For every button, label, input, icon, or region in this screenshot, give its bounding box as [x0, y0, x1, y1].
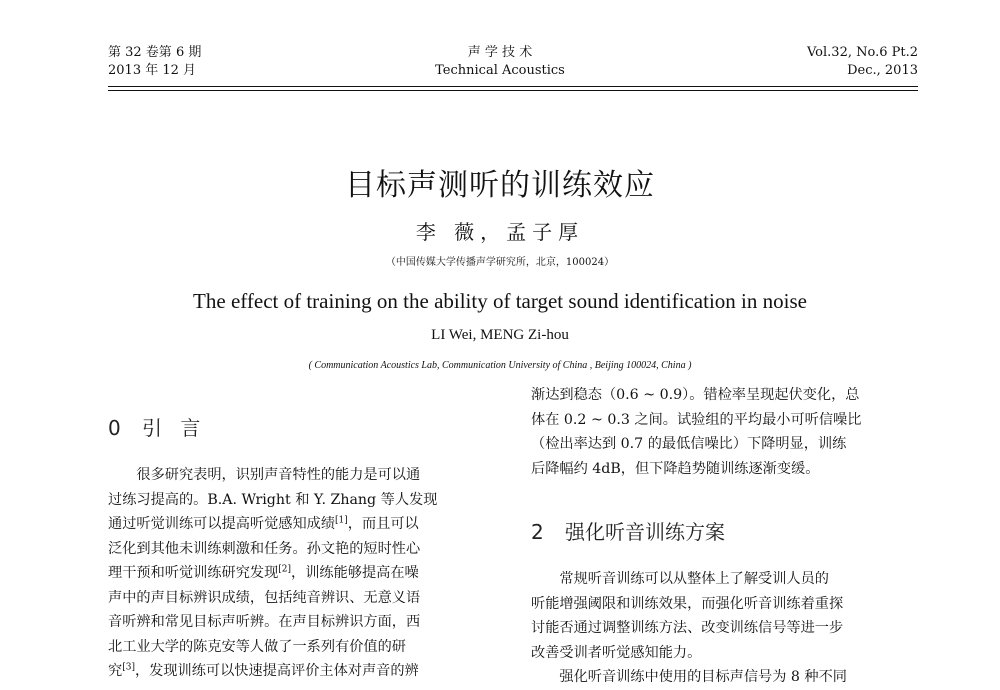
- left-column-text: [108, 463, 496, 684]
- section-heading-introduction: [108, 412, 206, 441]
- paragraph-line: 讨能否通过调整训练方法、改变训练信号等进一步: [531, 620, 844, 636]
- section-title: 强化听音训练方案: [565, 520, 725, 544]
- citation-ref[interactable]: [3]: [122, 662, 135, 673]
- citation-ref[interactable]: [1]: [335, 515, 348, 526]
- paragraph-line: 改善受训者听觉感知能力。: [531, 644, 702, 661]
- article-title-en: The effect of training on the ability of target sound identification in noise: [193, 289, 807, 313]
- right-column-text-top: [531, 383, 919, 481]
- issue-date: 2013 年 12 月: [108, 63, 197, 78]
- header-rule-thin: [108, 90, 918, 91]
- journal-volume-info: [807, 44, 918, 80]
- article-authors-cn: 李 薇，孟子厚: [415, 220, 585, 244]
- paragraph-line: 强化听音训练中使用的目标声信号为 8 种不同: [531, 669, 847, 685]
- journal-title-cn: 声 学 技 术: [467, 45, 533, 60]
- paragraph-line: 究[3]，发现训练可以快速提高评价主体对声音的辨: [108, 662, 419, 679]
- paragraph-line: （检出率达到 0.7 的最低信噪比）下降明显，训练: [531, 436, 847, 452]
- section-title: 引 言: [142, 416, 207, 440]
- article-authors-en: LI Wei, MENG Zi-hou: [431, 327, 569, 343]
- journal-title-en: Technical Acoustics: [435, 63, 565, 78]
- paragraph-line: 通过听觉训练可以提高听觉感知成绩[1]，而且可以: [108, 515, 419, 532]
- paragraph-line: 音听辨和常见目标声听辨。在声目标辨识方面，西: [108, 614, 421, 630]
- paragraph-line: 很多研究表明，识别声音特性的能力是可以通: [108, 467, 421, 483]
- paragraph-line: 过练习提高的。B.A. Wright 和 Y. Zhang 等人发现: [108, 491, 438, 508]
- article-affiliation-cn: （中国传媒大学传播声学研究所，北京，100024）: [385, 257, 615, 268]
- volume-number: Vol.32, No.6 Pt.2: [806, 45, 918, 60]
- section-heading-training-scheme: [531, 516, 725, 545]
- paragraph-line: 常规听音训练可以从整体上了解受训人员的: [531, 571, 829, 587]
- paragraph-line: 北工业大学的陈克安等人做了一系列有价值的研: [108, 638, 406, 655]
- section-number: 0: [108, 416, 121, 440]
- section-number: 2: [531, 520, 544, 544]
- volume-date: Dec., 2013: [847, 63, 918, 78]
- citation-ref[interactable]: [2]: [278, 564, 292, 575]
- paragraph-line: 后降幅约 4dB，但下降趋势随训练逐渐变缓。: [531, 460, 820, 477]
- paragraph-line: 听能增强阈限和训练效果，而强化听音训练着重探: [531, 595, 844, 612]
- paragraph-line: 理干预和听觉训练研究发现[2]，训练能够提高在噪: [108, 564, 419, 581]
- paragraph-line: 声中的声目标辨识成绩，包括纯音辨识、无意义语: [108, 589, 421, 606]
- right-column-text-bottom: [531, 567, 919, 690]
- article-affiliation-en: ( Communication Acoustics Lab, Communication University of China , Beijing 100024, China ): [308, 360, 692, 371]
- paragraph-line: 渐达到稳态（0.6 ~ 0.9）。错检率呈现起伏变化，总: [531, 387, 860, 403]
- article-title-cn: 目标声测听的训练效应: [345, 168, 655, 203]
- issue-volume: 第 32 卷第 6 期: [108, 45, 202, 60]
- header-rule-thick: [108, 86, 918, 87]
- paragraph-line: 体在 0.2 ~ 0.3 之间。试验组的平均最小可听信噪比: [531, 411, 862, 428]
- paragraph-line: 泛化到其他未训练刺激和任务。孙文艳的短时性心: [108, 540, 421, 557]
